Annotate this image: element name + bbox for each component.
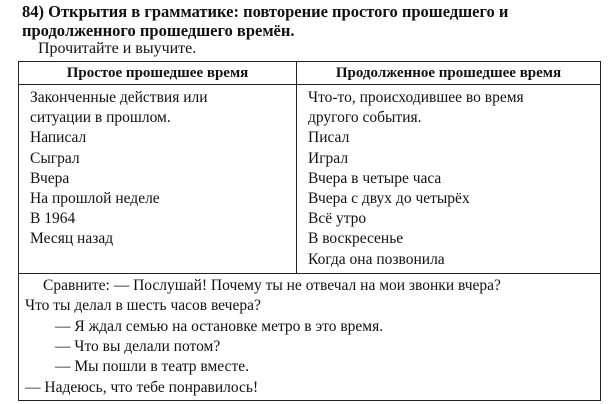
header-past-continuous: Продолженное прошедшее время [297,62,601,85]
dialogue-line: — Что вы делали потом? [55,338,221,356]
dialogue-line: — Я ждал семью на остановке метро в это время. [55,317,384,335]
list-item: Писал [308,129,350,147]
list-item: В 1964 [30,210,76,228]
past-continuous-cell [297,85,601,274]
past-simple-cell [19,85,297,274]
list-item: Сыграл [30,149,80,167]
list-item: ситуации в прошлом. [30,109,171,127]
heading-line-2: продолженного прошедшего времён. [22,21,295,40]
list-item: Вчера в четыре часа [308,169,442,187]
table-header-row [19,62,601,85]
table-row [19,85,601,274]
list-item: Законченные действия или [30,89,208,106]
list-item: Всё утро [308,210,367,228]
past-continuous-list [297,85,600,273]
list-item: На прошлой неделе [30,190,160,208]
tense-comparison-table [18,61,601,401]
header-past-simple: Простое прошедшее время [19,62,297,85]
list-item: Написал [30,129,87,147]
dialogue-line: Что ты делал в шесть часов вечера? [25,297,261,315]
exercise-heading [22,2,612,40]
dialogue-line: Сравните: — Послушай! Почему ты не отвечал на мои звонки вчера? [43,276,501,294]
list-item: Месяц назад [30,230,114,248]
compare-dialogue-cell [19,273,601,400]
compare-row [19,273,601,400]
instruction-text: Прочитайте и выучите. [38,40,197,57]
list-item: Когда она позвонила [308,250,445,268]
list-item: Играл [308,149,349,167]
list-item: В воскресенье [308,230,404,248]
dialogue-line: — Надеюсь, что тебе понравилось! [25,378,259,396]
list-item: другого события. [308,109,422,127]
list-item: Что-то, происходившее во время [308,89,524,106]
past-simple-list [19,85,296,253]
heading-line-1: 84) Открытия в грамматике: повторение простого прошедшего и [22,2,509,21]
dialogue-line: — Мы пошли в театр вместе. [55,358,249,376]
list-item: Вчера [30,169,70,187]
list-item: Вчера с двух до четырёх [308,190,470,208]
